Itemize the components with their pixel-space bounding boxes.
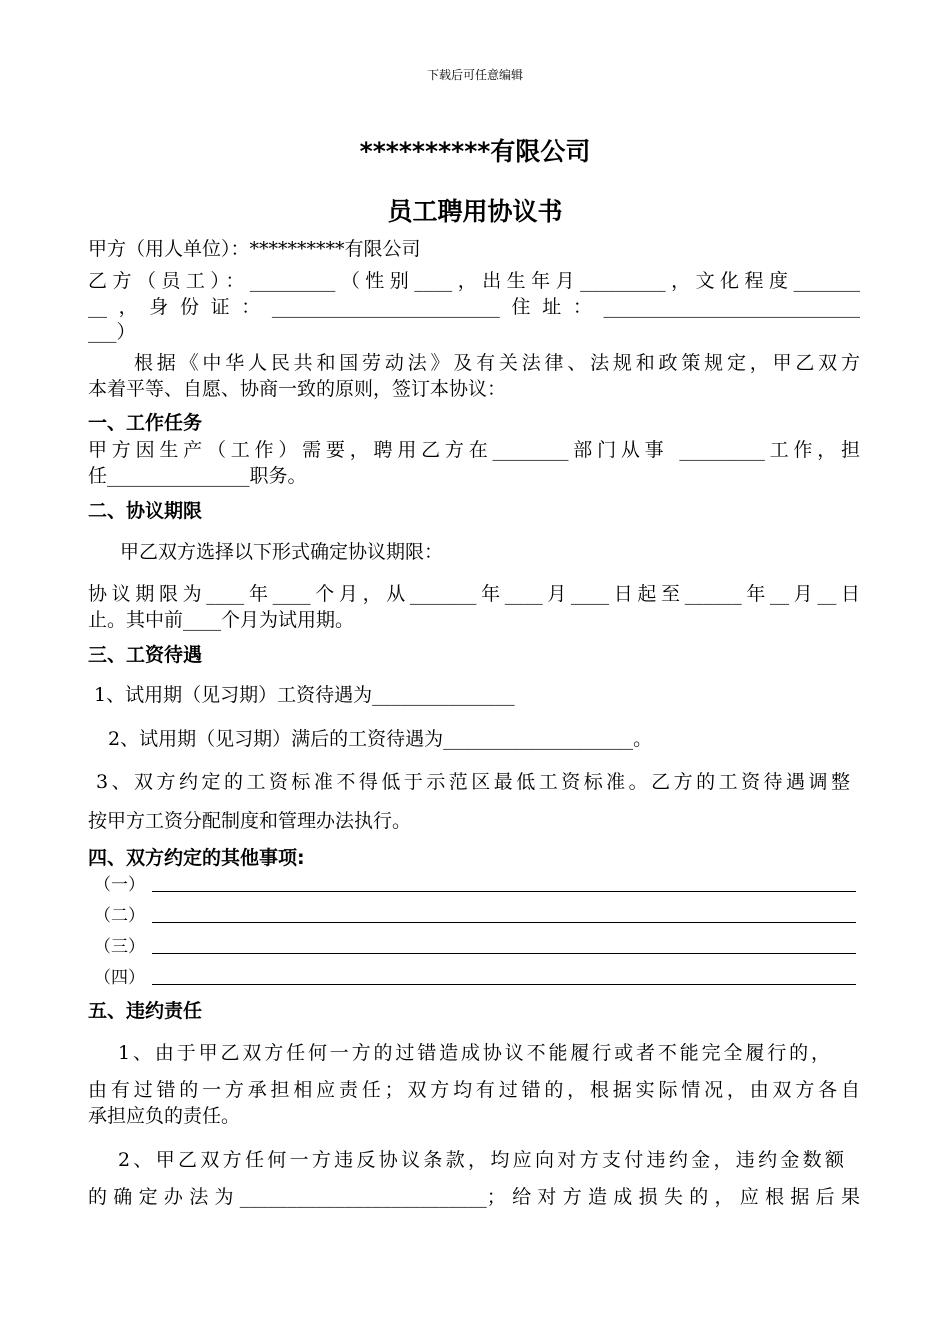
page-header-note: 下载后可任意编辑 [426, 68, 523, 82]
liability-p1-line-1: 1、由于甲乙双方任何一方的过错造成协议不能履行或者不能完全履行的， [118, 1042, 830, 1064]
fill-in-line [152, 891, 856, 892]
other-item-label: （三） [94, 937, 145, 957]
section-2-heading: 二、协议期限 [88, 500, 203, 522]
document-title: 员工聘用协议书 [387, 197, 563, 226]
section-1-line-1: 甲方因生产（工作）需要，聘用乙方在________部门从事 _________工作，担 [88, 439, 860, 461]
other-item-4 [94, 963, 856, 989]
section-4-heading: 四、双方约定的其他事项: [88, 847, 305, 869]
party-b-line-2: __，身份证：________________________住址：___________________________ [88, 296, 860, 318]
intro-line-1: 根据《中华人民共和国劳动法》及有关法律、法规和政策规定，甲乙双方 [134, 352, 860, 374]
section-5-heading: 五、违约责任 [88, 1000, 203, 1022]
liability-p1-line-3: 承担应负的责任。 [88, 1105, 241, 1127]
party-a-line: 甲方（用人单位）：**********有限公司 [88, 238, 421, 260]
other-item-1 [94, 870, 856, 896]
salary-item-2: 2、试用期（见习期）满后的工资待遇为____________________。 [108, 728, 653, 750]
party-b-line-3: ___） [88, 321, 136, 343]
salary-item-3-line-1: 3、双方约定的工资标准不得低于示范区最低工资标准。乙方的工资待遇调整 [96, 771, 850, 793]
section-2-intro: 甲乙双方选择以下形式确定协议期限： [120, 541, 444, 563]
liability-p2-line-2: 的确定办法为__________________________；给对方造成损失的，应根据后果 [88, 1186, 860, 1208]
company-title: **********有限公司 [359, 137, 591, 166]
section-2-line-1: 协议期限为____年____个月，从_______年____月____日起至______年__月__日 [88, 583, 860, 605]
section-3-heading: 三、工资待遇 [88, 644, 203, 666]
other-item-label: （四） [94, 968, 145, 988]
other-item-3 [94, 932, 856, 958]
salary-item-1: 1、试用期（见习期）工资待遇为_______________ [94, 684, 515, 706]
other-item-2 [94, 901, 856, 927]
fill-in-line [152, 984, 856, 985]
other-item-label: （二） [94, 906, 145, 926]
salary-item-3-line-2: 按甲方工资分配制度和管理办法执行。 [88, 810, 412, 832]
liability-p1-line-2: 由有过错的一方承担相应责任；双方均有过错的，根据实际情况，由双方各自 [88, 1079, 860, 1101]
other-item-label: （一） [94, 875, 145, 895]
fill-in-line [152, 922, 856, 923]
liability-p2-line-1: 2、甲乙双方任何一方违反协议条款，均应向对方支付违约金，违约金数额 [118, 1149, 844, 1171]
section-2-line-2: 止。其中前____个月为试用期。 [88, 609, 355, 631]
intro-line-2: 本着平等、自愿、协商一致的原则，签订本协议： [88, 378, 507, 400]
section-1-heading: 一、工作任务 [88, 412, 203, 434]
section-1-line-2: 任_______________职务。 [88, 465, 307, 487]
fill-in-line [152, 953, 856, 954]
party-b-line-1: 乙方（员工）：_________（性别____，出生年月_________，文化程度_______ [88, 270, 860, 292]
